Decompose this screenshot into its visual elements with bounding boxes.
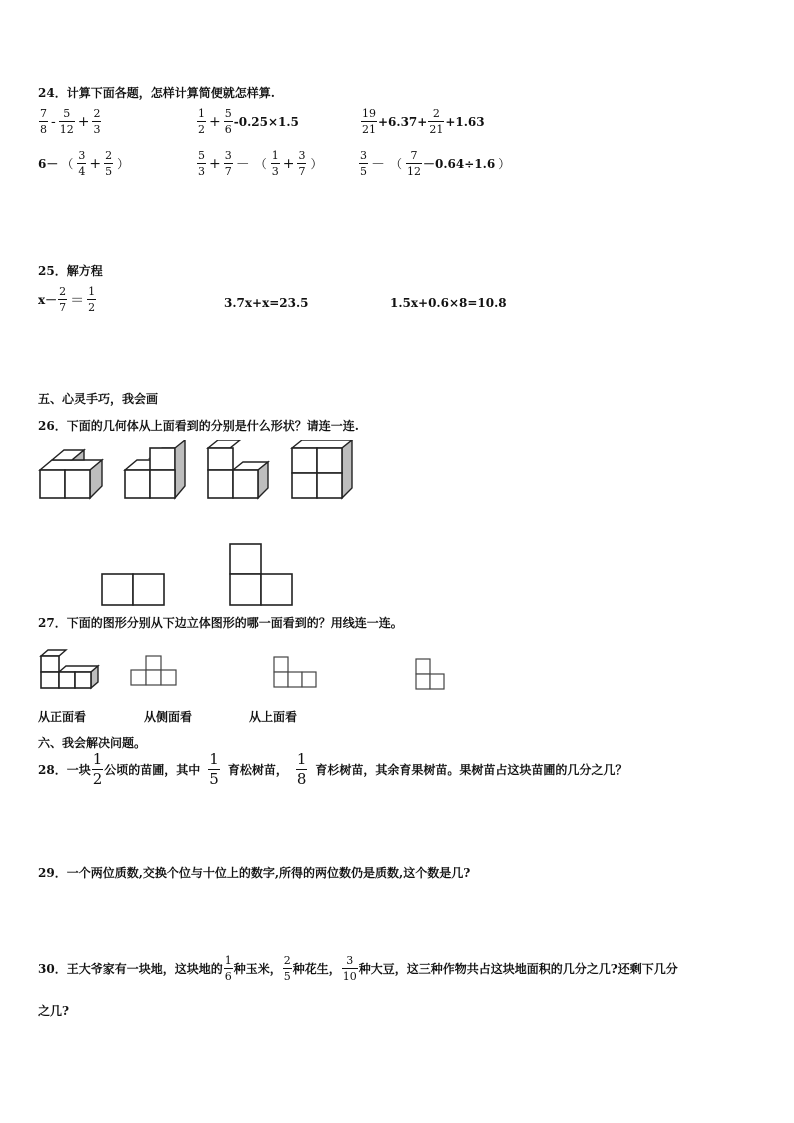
q30-text-line2: 之几? [38,1004,70,1018]
q25-equation-3: 1.5x+0.6×8=10.8 [390,296,507,310]
q25-equation-2: 3.7x+x=23.5 [224,296,309,310]
q27-title: 27．下面的图形分别从下边立体图形的哪一面看到的？用线连一连。 [38,616,403,630]
q26-solids [30,440,360,510]
q28-text: 28．一块 $\frac{1}{2}$ 公顷的苗圃，其中 $\frac{1}{5}$ 育松树苗， $\frac{1}{8}$ 育杉树苗，其余育果树苗。果树苗占这块苗圃的几分之几？ [38,750,628,788]
q27-label-front: 从正面看 [38,710,87,724]
q24-expr-2: $\frac{1}{2}$ + $\frac{5}{6}$ -0.25×1.5 [198,107,299,136]
q24-expr-5: $\frac{5}{3}$ + $\frac{3}{7}$ － （ $\frac{1}{3}$ + $\frac{3}{7}$ ） [198,149,323,178]
q26-views [100,540,300,608]
view-two-squares [102,574,164,605]
q27-solid [41,650,98,688]
q25-title: 25．解方程 [38,264,103,278]
q24-expr-3: $\frac{19}{21}$ +6.37+ $\frac{2}{21}$ +1.63 [362,107,485,136]
solid-2 [125,440,185,498]
section-5-heading: 五、心灵手巧，我会画 [38,392,159,406]
solid-1 [40,450,102,498]
q27-view-a [131,656,176,685]
solid-3 [208,440,268,498]
q30-text: 30．王大爷家有一块地，这块地的 $\frac{1}{6}$ 种玉米， $\frac{2}{5}$ 种花生， $\frac{3}{10}$ 种大豆，这三种作物共占这块地面积的几分之几?还剩下几分 [38,954,678,983]
q29-text: 29．一个两位质数,交换个位与十位上的数字,所得的两位数仍是质数,这个数是几? [38,866,471,880]
q24-expr-1: $\frac{7}{8}$ - $\frac{5}{12}$ + $\frac{2}{3}$ [40,107,101,136]
q27-figures [36,646,456,696]
q24-expr-4: 6－ （ $\frac{3}{4}$ + $\frac{2}{5}$ ） [38,149,130,178]
q27-label-top: 从上面看 [249,710,298,724]
q24-title: 24．计算下面各题，怎样计算简便就怎样算. [38,86,275,100]
q27-label-side: 从侧面看 [144,710,193,724]
solid-4 [292,440,352,498]
q27-view-b [274,657,316,687]
q27-view-c [416,659,444,689]
q25-equation-1: x－ $\frac{2}{7}$ ＝ $\frac{1}{2}$ [38,285,96,314]
view-l-shape [230,544,292,605]
section-6-heading: 六、我会解决问题。 [38,736,147,750]
q24-expr-6: $\frac{3}{5}$ － （ $\frac{7}{12}$ －0.64÷1.6 ） [360,149,511,178]
q26-title: 26．下面的几何体从上面看到的分别是什么形状？请连一连. [38,419,359,433]
